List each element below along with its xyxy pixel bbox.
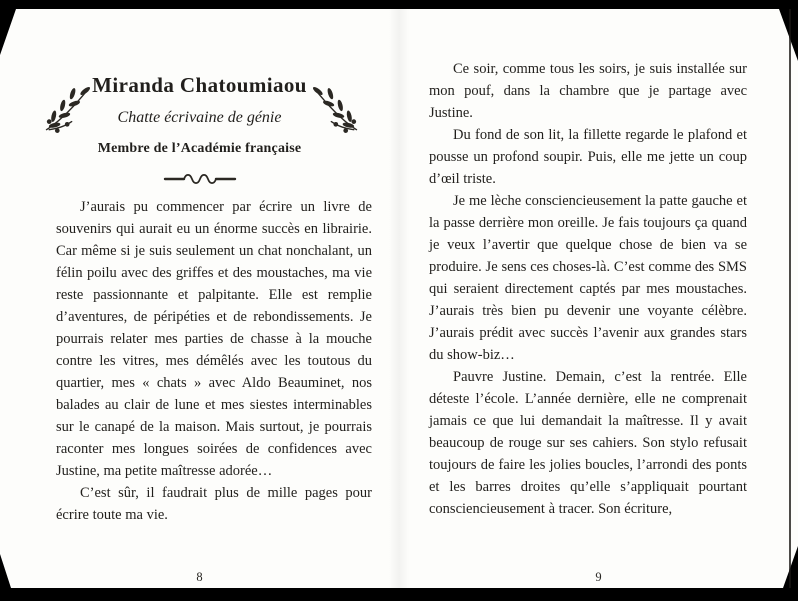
page-number-left: 8 — [196, 570, 203, 584]
body-paragraph: C’est sûr, il faudrait plus de mille pages pour écrire toute ma vie. — [56, 485, 372, 523]
squiggle-divider-icon — [0, 172, 399, 188]
body-paragraph: Je me lèche consciencieusement la patte gauche et la passe derrière mon oreille. Je fais toujours ça quand je veux l’avertir que quelque chose de bien va se produire. Je sens ces choses-là. C’est comme des SMS qui seraient directement captés par mes moustaches. J’aurais très bien pu devenir une voyante célèbre. J’aurais prédit avec succès l’avenir aux grandes stars du show-biz… — [429, 193, 747, 363]
body-paragraph: Ce soir, comme tous les soirs, je suis installée sur mon pouf, dans la chambre que je partage avec Justine. — [429, 61, 747, 121]
chapter-affiliation: Membre de l’Académie française — [97, 141, 302, 156]
left-page-body — [56, 196, 372, 526]
laurel-branch-left-icon — [42, 80, 96, 138]
right-page — [399, 0, 798, 601]
right-page-body — [429, 58, 747, 520]
photo-edge-top — [0, 0, 798, 9]
photo-edge-bottom — [0, 588, 798, 601]
laurel-branch-right-icon — [307, 80, 361, 138]
chapter-subtitle: Chatte écrivaine de génie — [117, 109, 282, 126]
page-edge-line — [789, 9, 791, 588]
chapter-header — [0, 72, 399, 188]
body-paragraph: Pauvre Justine. Demain, c’est la rentrée. Elle déteste l’école. L’année dernière, elle ne comprenait jamais ce que lui demandait la maîtresse. Il y avait beaucoup de rouge sur ses cahiers. Son stylo refusait toujours de faire les jolies boucles, l’arrondi des ponts et les barres droites qu’elle s’appliquait pourtant consciencieusement à tracer. Son écriture, — [429, 369, 747, 517]
body-paragraph: J’aurais pu commencer par écrire un livre de souvenirs qui aurait eu un énorme succès en librairie. Car même si je suis seulement un chat nonchalant, un félin poilu avec des griffes et des moustaches, ma vie reste passionnante et palpitante. Elle est remplie d’aventures, de péripéties et de rebondissements. Je pourrais relater mes parties de chasse à la mouche contre les vitres, mes démêlés avec les toutous du quartier, mes « chats » avec Aldo Beauminet, nos balades au clair de lune et mes siestes interminables sur le canapé de la maison. Mais surtout, je pourrais raconter mes longues soirées de confidences avec Justine, ma petite maîtresse adorée… — [56, 199, 372, 479]
body-paragraph: Du fond de son lit, la fillette regarde le plafond et pousse un profond soupir. Puis, elle me jette un coup d’œil triste. — [429, 127, 747, 187]
chapter-title: Miranda Chatoumiaou — [92, 73, 307, 97]
page-number-right: 9 — [595, 570, 602, 584]
